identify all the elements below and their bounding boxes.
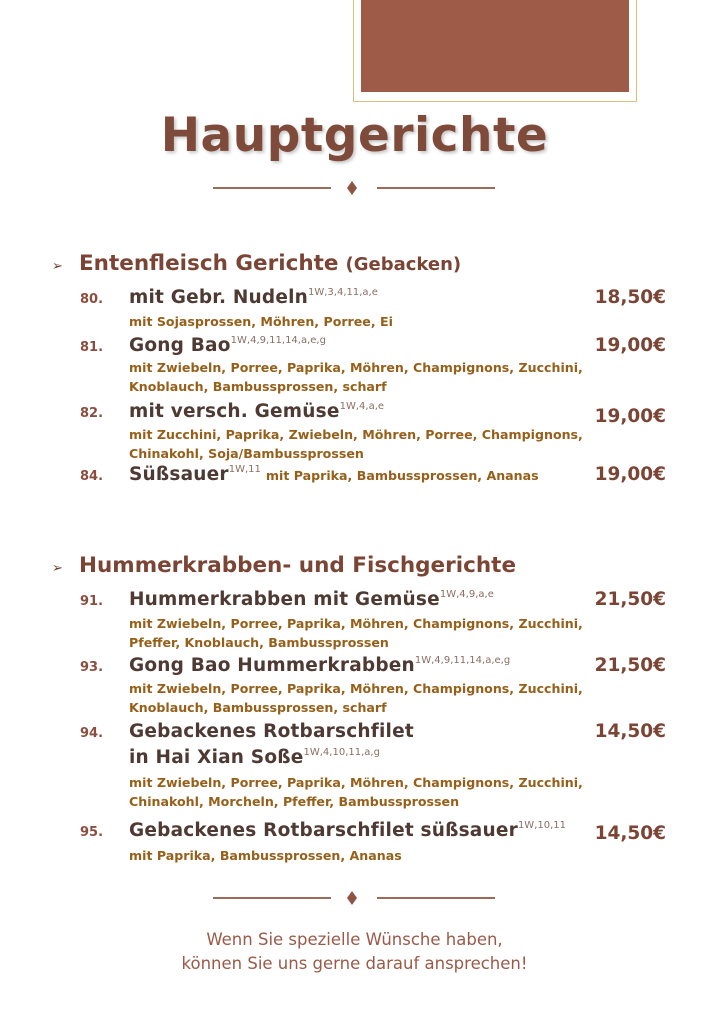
dish-number: 93.: [80, 660, 104, 675]
allergen-codes: 1W,10,11: [517, 820, 566, 831]
divider-line-right: [377, 897, 495, 899]
footer-note: [0, 928, 709, 976]
dish-name: Hummerkrabben mit Gemüse$^{1W,4,9,a,e}$: [129, 589, 494, 610]
dish-description: mit Paprika, Bambussprossen, Ananas: [265, 468, 539, 483]
allergen-codes: 1W,4,a,e: [339, 401, 385, 412]
header-decoration: [353, 0, 637, 102]
divider-line-left: [213, 897, 331, 899]
dish-name-line2: in Hai Xian Soße$^{1W,4,10,11,a,g}$: [129, 747, 380, 768]
allergen-codes: 1W,11: [228, 464, 261, 475]
allergen-codes: 1W,4,9,11,14,a,e,g: [414, 655, 511, 666]
dish-name: Gong Bao$^{1W,4,9,11,14,a,e,g}$: [129, 335, 326, 356]
dish-number: 84.: [80, 469, 104, 484]
dish-name: Süßsauer$^{1W,11}$ mit Paprika, Bambussprossen, Ananas: [129, 464, 539, 485]
dish-number: 95.: [80, 825, 104, 840]
dish-name: mit versch. Gemüse$^{1W,4,a,e}$: [129, 401, 385, 422]
section-title: Hummerkrabben- und Fischgerichte: [79, 553, 517, 578]
dish-name: Gong Bao Hummerkrabben$^{1W,4,9,11,14,a,e,g}$: [129, 655, 511, 676]
dish-price: 21,50€: [594, 655, 666, 676]
diamond-ornament-icon: [347, 891, 357, 905]
dish-price: 14,50€: [594, 823, 666, 844]
dish-price: 19,00€: [594, 335, 666, 356]
dish-price: 18,50€: [594, 287, 666, 308]
dish-price: 14,50€: [594, 721, 666, 742]
arrow-bullet-icon: ➢: [52, 561, 63, 576]
diamond-ornament-icon: [347, 181, 357, 195]
dish-description: mit Zwiebeln, Porree, Paprika, Möhren, Champignons, Zucchini, Knoblauch, Bambussprossen, scharf: [129, 681, 583, 715]
allergen-codes: 1W,3,4,11,a,e: [308, 287, 378, 298]
dish-number: 81.: [80, 340, 104, 355]
dish-price: 19,00€: [594, 406, 666, 427]
dish-number: 91.: [80, 594, 104, 609]
page-title: Hauptgerichte: [160, 108, 549, 163]
dish-number: 82.: [80, 406, 104, 421]
allergen-codes: 1W,4,9,a,e: [439, 589, 494, 600]
dish-description: mit Zwiebeln, Porree, Paprika, Möhren, Champignons, Zucchini, Chinakohl, Morcheln, Pfeffer, Bambussprossen: [129, 775, 583, 809]
dish-price: 19,00€: [594, 464, 666, 485]
dish-description: mit Sojasprossen, Möhren, Porree, Ei: [129, 314, 393, 329]
dish-price: 21,50€: [594, 589, 666, 610]
dish-description: mit Zwiebeln, Porree, Paprika, Möhren, Champignons, Zucchini, Knoblauch, Bambussprossen, scharf: [129, 360, 583, 394]
arrow-bullet-icon: ➢: [52, 259, 63, 274]
footer-line-2: können Sie uns gerne darauf ansprechen!: [181, 954, 528, 973]
dish-description: mit Zucchini, Paprika, Zwiebeln, Möhren, Porree, Champignons, Chinakohl, Soja/Bambussprossen: [129, 427, 583, 461]
section-title: Entenfleisch Gerichte: [79, 251, 339, 276]
dish-number: 94.: [80, 726, 104, 741]
divider-line-left: [213, 187, 331, 189]
header-color-block: [361, 0, 629, 92]
dish-description: mit Paprika, Bambussprossen, Ananas: [129, 848, 402, 863]
divider-line-right: [377, 187, 495, 189]
dish-name: mit Gebr. Nudeln$^{1W,3,4,11,a,e}$: [129, 287, 378, 308]
section-heading-seafood: [52, 553, 516, 578]
footer-line-1: Wenn Sie spezielle Wünsche haben,: [206, 930, 503, 949]
allergen-codes: 1W,4,10,11,a,g: [303, 747, 380, 758]
section-subtitle: (Gebacken): [345, 254, 462, 275]
dish-number: 80.: [80, 292, 104, 307]
title-divider: [210, 178, 498, 198]
footer-divider: [210, 888, 498, 908]
allergen-codes: 1W,4,9,11,14,a,e,g: [230, 335, 326, 346]
dish-description: mit Zwiebeln, Porree, Paprika, Möhren, Champignons, Zucchini, Pfeffer, Knoblauch, Bambussprossen: [129, 616, 583, 650]
dish-name: Gebackenes Rotbarschfilet: [129, 721, 414, 742]
dish-name: Gebackenes Rotbarschfilet süßsauer$^{1W,10,11}$: [129, 820, 566, 841]
section-heading-duck: [52, 251, 461, 276]
